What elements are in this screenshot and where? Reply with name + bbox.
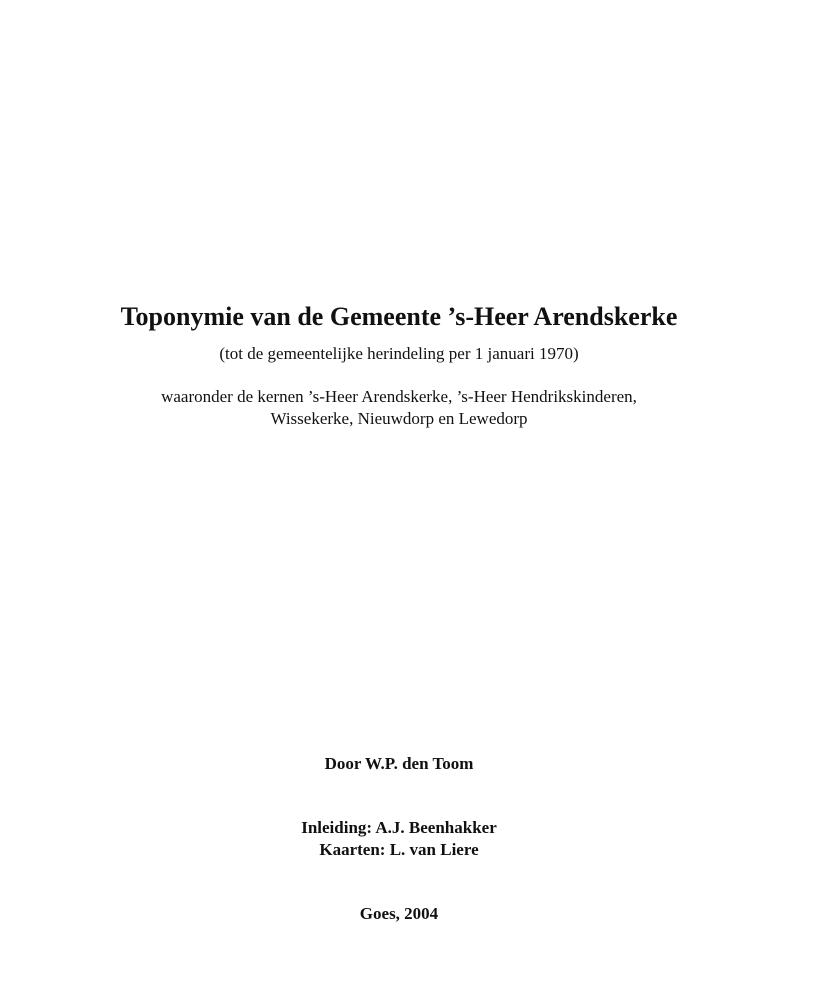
place-and-year: Goes, 2004: [359, 904, 439, 923]
maps-credit: Kaarten: L. van Liere: [319, 840, 479, 859]
cores-line-1: waaronder de kernen ’s-Heer Arendskerke, ’s-Heer Hendrikskinderen,: [161, 387, 637, 406]
document-subtitle: (tot de gemeentelijke herindeling per 1 januari 1970): [219, 344, 579, 363]
cores-description: [0, 386, 798, 430]
author-credit: Door W.P. den Toom: [324, 754, 474, 773]
introduction-credit: Inleiding: A.J. Beenhakker: [301, 818, 497, 837]
cores-line-2: Wissekerke, Nieuwdorp en Lewedorp: [270, 409, 528, 428]
document-title: Toponymie van de Gemeente ’s-Heer Arendskerke: [120, 302, 678, 331]
